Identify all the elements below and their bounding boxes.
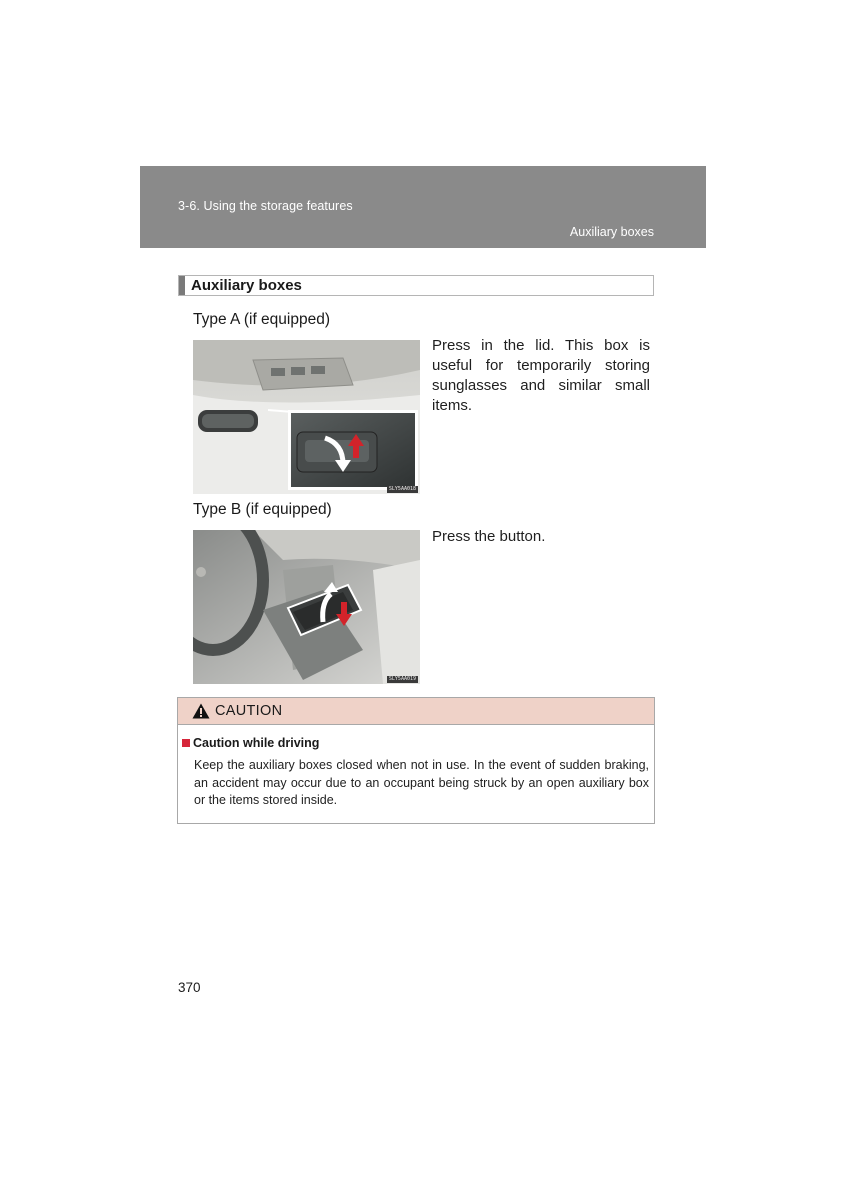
red-square-bullet-icon <box>182 739 190 747</box>
caution-body: Keep the auxiliary boxes closed when not in use. In the event of sudden braking, an accident may occur due to an occupant being struck by an open auxiliary box or the items stored inside. <box>194 758 649 807</box>
caution-header <box>178 698 654 725</box>
section-title: Auxiliary boxes <box>191 277 302 294</box>
type-b-description: Press the button. <box>432 528 546 545</box>
illustration-code: SLY5AA018 <box>388 486 416 492</box>
section-title-marker <box>179 276 185 295</box>
section-title-box <box>178 275 654 296</box>
section-running-title: Auxiliary boxes <box>569 225 654 239</box>
type-a-description: Press in the lid. This box is useful for temporarily storing sunglasses and similar small items. <box>432 337 650 414</box>
header-band <box>140 166 706 248</box>
type-a-illustration <box>193 340 420 494</box>
type-a-heading: Type A (if equipped) <box>193 311 331 328</box>
illustration-code: SLY5AA019 <box>388 676 416 682</box>
caution-box <box>177 697 655 824</box>
type-b-heading: Type B (if equipped) <box>193 501 332 518</box>
caution-subheading-text: Caution while driving <box>193 736 320 750</box>
chapter-title: 3-6. Using the storage features <box>178 199 353 213</box>
warning-triangle-icon <box>192 703 210 719</box>
caution-label: CAUTION <box>215 703 283 719</box>
page-number: 370 <box>178 980 201 995</box>
caution-subheading <box>182 736 319 750</box>
type-b-illustration <box>193 530 420 684</box>
